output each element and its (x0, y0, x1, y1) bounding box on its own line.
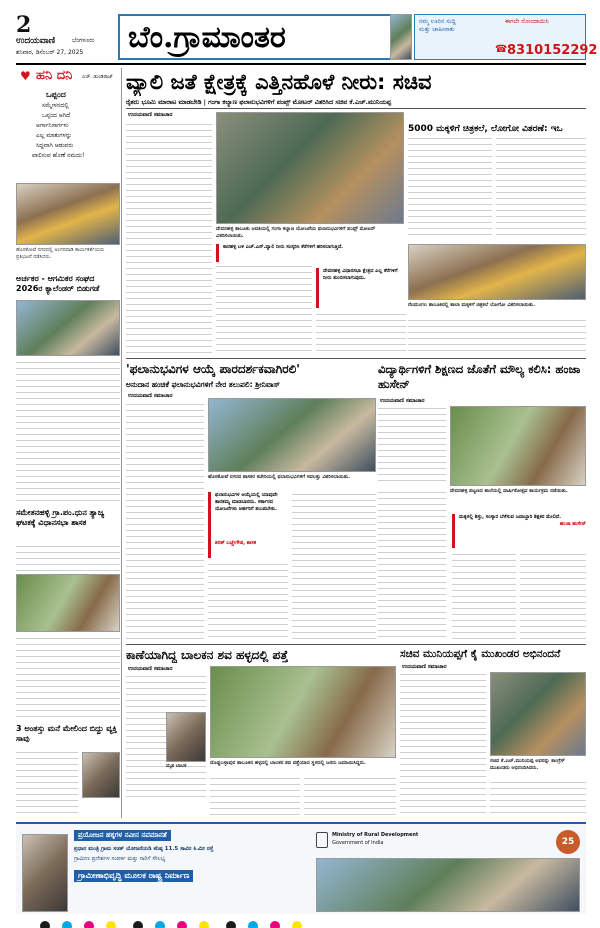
lead-text-col-3 (316, 312, 406, 354)
story3-text-col-1 (378, 406, 446, 486)
story3-pull-quote-text: ಮಕ್ಕಳಲ್ಲಿ ಶಿಸ್ತು, ಸಂಸ್ಕಾರ ಬೆಳೆಸುವ ಜವಾಬ್ದಾರಿ ಶಿಕ್ಷಕರ ಮೇಲಿದೆ. (459, 514, 561, 520)
lead-byline: ಉದಯವಾಣಿ ಸಮಾಚಾರ (128, 112, 173, 118)
left-portrait (82, 752, 120, 798)
masthead (0, 0, 600, 62)
story2-text-col-1 (126, 402, 204, 642)
right-story-1-photo (408, 244, 586, 300)
story5-text-col-2 (490, 780, 586, 816)
left-photo-1-caption: ಹೊಸಕೋಟೆ ನಗರದಲ್ಲಿ ಅಂಗನವಾಡಿ ಕಾರ್ಯಕರ್ತೆಯರು ಪ್ರತಿಭಟನೆ ನಡೆಸಿದರು. (16, 247, 105, 260)
emblem-icon (316, 832, 328, 848)
phone-icon: ☎ (495, 44, 508, 55)
right-story-1-text-b (496, 136, 586, 240)
section-title: ಬೆಂ.ಗ್ರಾಮಾಂತರ (128, 20, 286, 55)
left-photo-2 (16, 300, 120, 356)
right-story-1-caption: ನೆಲಮಂಗಲ ತಾಲೂಕಿನಲ್ಲಿ ಶಾಲಾ ಮಕ್ಕಳಿಗೆ ಚಿತ್ರಕಲೆ ಲೋಗೋ ವಿತರಿಸಲಾಯಿತು. (408, 302, 535, 308)
lead-headline: ವ್ಯಾಲಿ ಜತೆ ಕ್ಷೇತ್ರಕ್ಕೆ ಎತ್ತಿನಹೊಳೆ ನೀರು: ಸಚಿವ (126, 70, 432, 94)
left-text-block-2 (16, 544, 120, 572)
story4-headline: ಕಾಣೆಯಾಗಿದ್ದ ಬಾಲಕನ ಶವ ಹಳ್ಳದಲ್ಲಿ ಪತ್ತೆ (126, 648, 289, 662)
hani-dani-logo: ಹನಿ ದನಿ (36, 68, 73, 83)
story4-photo (210, 666, 396, 758)
heart-icon: ♥ (20, 69, 31, 83)
hani-dani-box (16, 68, 120, 180)
edition-tag: ಬೆಂಗಳೂರು (72, 37, 95, 44)
story2-headline-2: ಅನುದಾನ ಹಂಚಿಕೆ ಫಲಾನುಭವಿಗಳಿಗೆ ನೇರ ತಲುಪಲಿ: ಶ್ರೀನಿವಾಸ್ (126, 380, 280, 389)
footer-ad-govt: Government of India (332, 840, 384, 846)
left-text-block-4 (16, 750, 78, 816)
story5-byline: ಉದಯವಾಣಿ ಸಮಾಚಾರ (402, 664, 447, 670)
story5-photo (490, 672, 586, 756)
story2-byline: ಉದಯವಾಣಿ ಸಮಾಚಾರ (128, 393, 173, 399)
story5-text-col-1 (400, 672, 486, 816)
story4-byline: ಉದಯವಾಣಿ ಸಮಾಚಾರ (128, 666, 173, 672)
story2-photo-caption: ಹೊಸಕೋಟೆ ನಗರದ ಶಾಸಕರ ಕಚೇರಿಯಲ್ಲಿ ಫಲಾನುಭವಿಗಳಿಗೆ ಸವಲತ್ತು ವಿತರಿಸಲಾಯಿತು. (208, 474, 351, 480)
story3-pull-quote (452, 514, 586, 548)
story5-photo-caption: ಸಚಿವ ಕೆ.ಎಚ್.ಮುನಿಯಪ್ಪ ಅವರನ್ನು ಕಾಂಗ್ರೆಸ್ ಮುಖಂಡರು ಅಭಿನಂದಿಸಿದರು. (490, 758, 565, 771)
left-photo-1 (16, 183, 120, 245)
ad-line-2: ಮತ್ತು ಜಾಹೀರಾತು (419, 26, 455, 33)
lead-quote-2 (316, 268, 406, 308)
section-rule-1 (126, 358, 586, 359)
section-banner (118, 14, 410, 60)
story3-text-col-2 (378, 490, 446, 640)
verse-line-5: ಸಿದ್ಧವಾಗಿ ಆಡುವರು (36, 142, 74, 149)
ad-line-3: ಈಗಲೇ ನೋಂದಾಯಿಸಿ (505, 18, 549, 25)
verse-line-6: ಪಾಲಿಸುವ ಹೊಣೆ ನಮದು! (32, 152, 85, 159)
story2-pull-quote-author: ಶರತ್ ಬಚ್ಚೇಗೌಡ, ಶಾಸಕ (215, 540, 257, 546)
hani-dani-byline: ಎಚ್. ಡುಂಡಿರಾಜ್ (82, 74, 113, 80)
left-text-block-3 (16, 636, 120, 718)
footer-ad-road-image (316, 858, 580, 912)
story2-pull-quote-text: ಫಲಾನುಭವಿಗಳ ಆಯ್ಕೆಯಲ್ಲಿ ಯಾವುದೇ ತಾರತಮ್ಯ ಮಾಡಬಾರದು. ಸರ್ಕಾರದ ಯೋಜನೆಗಳು ಅರ್ಹರಿಗೆ ತಲುಪಬೇಕು. (215, 492, 278, 512)
lead-quote-1 (216, 244, 406, 262)
right-story-1-text-a (408, 136, 492, 240)
lead-photo (216, 112, 404, 224)
lead-text-col-2 (216, 264, 312, 354)
page-number: 2 (16, 12, 32, 38)
footer-ad-line-2: ಗ್ರಾಮೀಣ ಪ್ರದೇಶಗಳ ಸಂಪರ್ಕ ಮತ್ತು ಸಾರಿಗೆ ಸೌಲಭ್ಯ (74, 856, 166, 862)
right-story-1-headline: 5000 ಮಕ್ಕಳಿಗೆ ಚಿತ್ರಕಲೆ, ಲೋಗೋ ವಿತರಣೆ: ಇಒ (408, 124, 563, 134)
left-headline-2: ಅರ್ಚಕರ - ಆಗಮಿಕರ ಸಂಘದ 2026ರ ಕ್ಯಾಲೆಂಡರ್ ಬಿಡುಗಡೆ (16, 274, 100, 293)
masthead-ad (414, 14, 598, 60)
verse-title: ಒಪ್ಪಂದ (46, 90, 66, 99)
story3-text-col-3 (452, 552, 516, 640)
footer-ad-line-1: ಪ್ರಧಾನ ಮಂತ್ರಿ ಗ್ರಾಮ ಸಡಕ್ ಯೋಜನೆಯಡಿ ಕನಿಷ್ಠ 11.5 ಸಾವಿರ ಕಿ.ಮೀ ರಸ್ತೆ (74, 846, 214, 852)
left-photo-3 (16, 574, 120, 632)
paper-name: ಉದಯವಾಣಿ (16, 36, 56, 46)
banner-ad-image (390, 14, 412, 60)
story4-inset-caption: ಮೃತ ಬಾಲಕ (166, 763, 187, 769)
lead-text-col-1 (126, 122, 212, 356)
verse-line-3: ಅರ್ಗಾನಿಸಾರ್ಗಳು (36, 122, 69, 129)
footer-ad-heading: ಪ್ರಯೋಜನ ಹಕ್ಕಗಳ ನವೀನ ನವಮಾನತೆ (74, 830, 171, 841)
footer-ad-tagline: ಗ್ರಾಮೀಣಾಭಿವೃದ್ಧಿ ಮೂಲಕ ರಾಷ್ಟ್ರ ನಿರ್ಮಾಣ (74, 870, 193, 882)
story2-pull-quote (208, 492, 288, 558)
ad-line-1: ನಮ್ಮ ಊರಿನ ಸುದ್ದಿ (419, 18, 456, 25)
story3-text-col-4 (520, 552, 586, 640)
masthead-rule (16, 63, 586, 65)
left-text-block-1 (16, 360, 120, 502)
footer-ad-badge-text: 25 (561, 837, 575, 847)
story3-photo (450, 406, 586, 486)
right-story-1-text-c (408, 318, 586, 354)
verse-line-2: ಒಪ್ಪಂದ ಆಗಿದೆ (42, 112, 71, 119)
story5-headline: ಸಚಿವ ಮುನಿಯಪ್ಪಗೆ ಕೈ ಮುಖಂಡರ ಅಭಿನಂದನೆ (400, 648, 561, 660)
left-column (16, 68, 122, 818)
section-rule-2 (126, 644, 586, 645)
story2-text-col-3 (292, 492, 376, 642)
ad-phone: 8310152292 (507, 43, 598, 58)
story2-photo (208, 398, 376, 472)
footer-ad-ministry: Ministry of Rural Development (332, 832, 419, 838)
footer-ad (16, 822, 586, 914)
verse-line-1: ಸಮ್ಮೇಳನದಲ್ಲಿ (42, 102, 69, 109)
story4-text-col-3 (304, 776, 396, 816)
story3-byline: ಉದಯವಾಣಿ ಸಮಾಚಾರ (380, 398, 425, 404)
registration-marks (40, 916, 580, 928)
story2-text-col-2 (208, 562, 288, 642)
story3-headline: ವಿದ್ಯಾರ್ಥಿಗಳಿಗೆ ಶಿಕ್ಷಣದ ಜೊತೆಗೆ ಮೌಲ್ಯ ಕಲಿಸಿ: ಹಂಜಾ ಹುಸೇನ್ (378, 362, 581, 391)
lead-subhead: ರೈತರು ಭೂಮಿ ಮಾರಾಟ ಮಾಡಬೇಡಿ | ಗಂಗಾ ಕಲ್ಯಾಣ ಫಲಾನುಭವಿಗಳಿಗೆ ಪಂಪ್ಸ್ ಮೋಟರ್ ವಿತರಿಸಿದ ಸಚಿವ ಕೆ.ಎಚ್.ಮುನಿಯಪ್ಪ (126, 98, 392, 106)
lead-rule (126, 108, 586, 109)
story3-pull-quote-author: ಹಂಜಾ ಹುಸೇನ್ (559, 521, 586, 527)
left-headline-4: 3 ಅಂತಸ್ತು ಮನೆ ಮೇಲಿಂದ ಬಿದ್ದು ವ್ಯಕ್ತಿ ಸಾವು (16, 724, 117, 743)
page-date: ಶನಿವಾರ, ಡಿಸೆಂಬರ್ 27, 2025 (16, 49, 84, 56)
story4-photo-caption: ದೊಡ್ಡಬಳ್ಳಾಪುರ ತಾಲೂಕಿನ ಹಳ್ಳದಲ್ಲಿ ಬಾಲಕನ ಶವ ಪತ್ತೆಯಾದ ಸ್ಥಳದಲ್ಲಿ ಜನರು ಜಮಾಯಿಸಿದ್ದರು. (210, 760, 366, 766)
footer-ad-portrait (22, 834, 68, 912)
story4-text-col-2 (210, 776, 300, 816)
left-headline-3: ಸಮೇತನಹಳ್ಳಿ ಗ್ರಾ.ಪಂ.ಧುನ ತ್ಯಾಜ್ಯ ಘಟಕಕ್ಕೆ ವಿಧಾನಸಭಾ ಶಾಸಕ (16, 508, 105, 527)
lead-photo-caption: ದೇವನಹಳ್ಳಿ ತಾಲೂಕು ಆವತಿಯಲ್ಲಿ ಗಂಗಾ ಕಲ್ಯಾಣ ಯೋಜನೆಯ ಫಲಾನುಭವಿಗಳಿಗೆ ಪಂಪ್ಸ್ ಮೋಟರ್ ವಿತರಿಸಲಾಯಿತು. (216, 226, 376, 239)
lead-quote-1-text: ಕಾರಹಳ್ಳಿ ಬಳಿ ಎಚ್.ಎನ್.ವ್ಯಾಲಿ ನೀರು ಸಂಸ್ಕರಿಸಿ ಕೆರೆಗಳಿಗೆ ಹರಿಸಲಾಗುತ್ತಿದೆ. (223, 244, 344, 250)
story4-inset-photo (166, 712, 206, 762)
verse-line-4: ಎಲ್ಲ ಮಾತುಗಳನ್ನು (36, 132, 72, 139)
footer-ad-badge (556, 830, 580, 854)
story2-headline-1: 'ಫಲಾನುಭವಿಗಳ ಆಯ್ಕೆ ಪಾರದರ್ಶಕವಾಗಿರಲಿ' (126, 362, 300, 376)
story3-photo-caption: ದೇವನಹಳ್ಳಿ ಪಟ್ಟಣದ ಶಾಲೆಯಲ್ಲಿ ವಾರ್ಷಿಕೋತ್ಸವ ಕಾರ್ಯಕ್ರಮ ನಡೆಯಿತು. (450, 488, 568, 494)
lead-quote-2-text: ದೇವನಹಳ್ಳಿ ವಿಧಾನಸಭಾ ಕ್ಷೇತ್ರದ ಎಲ್ಲ ಕೆರೆಗಳಿಗೆ ನೀರು ತುಂಬಿಸಲಾಗುವುದು. (323, 268, 398, 281)
